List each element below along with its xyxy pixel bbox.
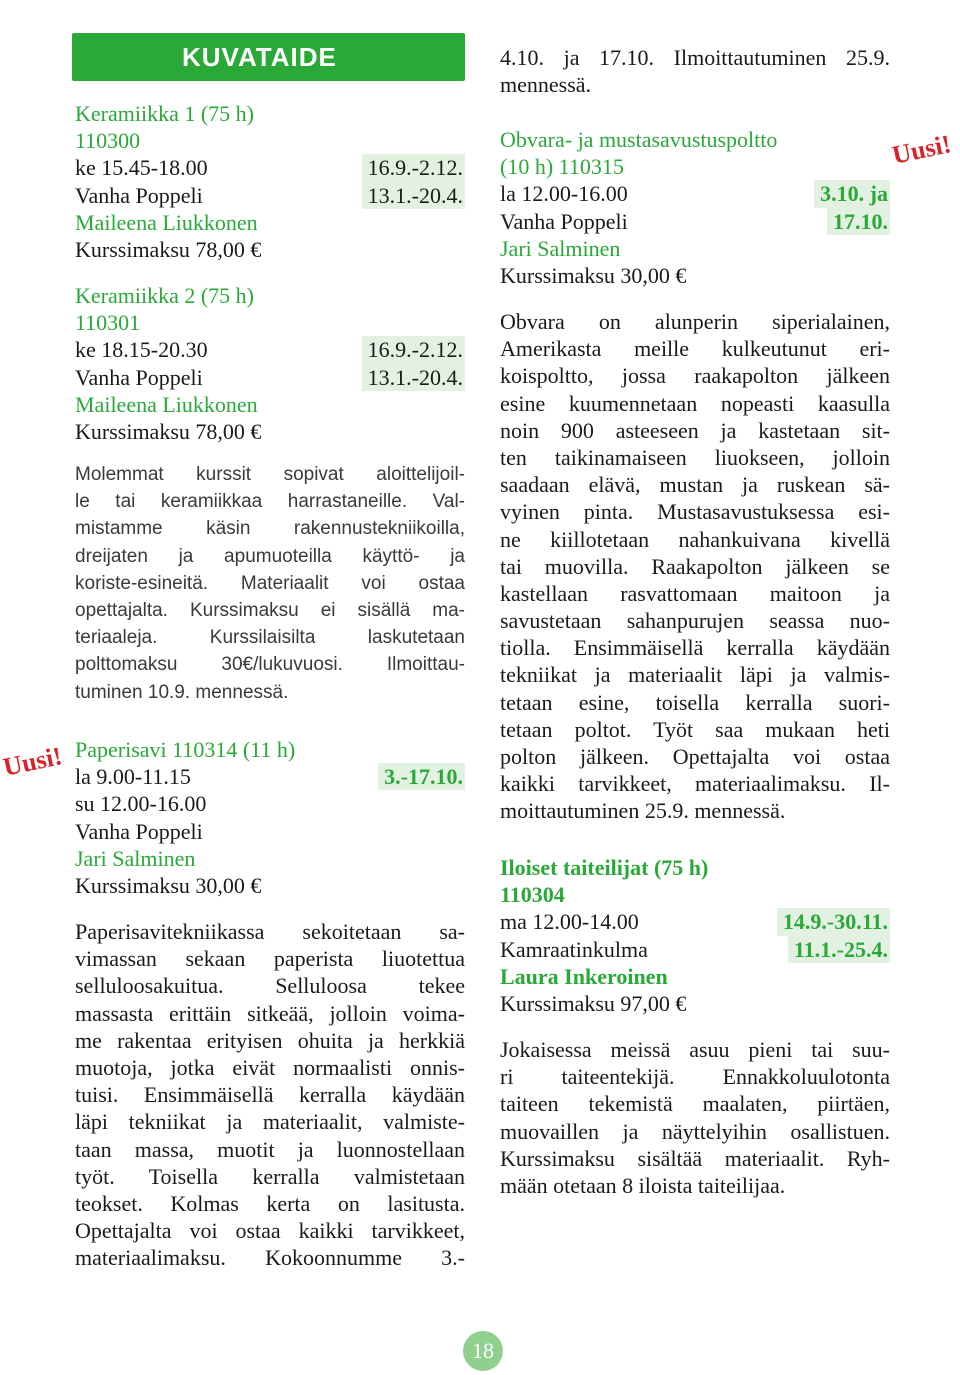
course-place: Vanha Poppeli: [500, 208, 628, 234]
course-teacher: Maileena Liukkonen: [75, 391, 258, 417]
course-fee: Kurssimaksu 30,00 €: [500, 262, 687, 288]
course-time-row: [75, 336, 465, 363]
course-title: Keramiikka 1 (75 h): [75, 101, 254, 126]
course-time-2: su 12.00-16.00: [75, 791, 207, 817]
course-dates-autumn: 16.9.-2.12.: [362, 336, 465, 363]
keramiikka-description: Molemmat kurssit sopivat aloittelijoil- le tai keramiikkaa harrastaneille. Val- mistamme käsin rakennustekniikoilla, dreijaten ja apumuoteilla käyttö- ja koriste-esineitä. Materiaalit voi ostaa opettajalta. Kurssimaksu ei sisällä ma- teriaaleja. Kurssilaisilta laskutetaan polttomaksu 30€/lukuvuosi. Ilmoittau- tuminen 10.9. mennessä.: [75, 464, 465, 703]
course-place-row: [75, 364, 465, 391]
course-teacher: Jari Salminen: [500, 235, 621, 261]
course-title: Obvara- ja mustasavustuspoltto: [500, 127, 778, 152]
obvara-description: Obvara on alunperin siperialainen, Amerikasta meille kulkeutunut eri- koispoltto, jossa raakapolton jälkeen esine kuumennetaan nopeasti kaasulla noin 900 asteeseen ja kastetaan sit- ten taikinamaiseen liuokseen, jolloin saadaan elävä, mustan ja ruskean sä- vyinen pinta. Mustasavustuksessa esi- ne kiillotetaan nahankuivana kivellä tai muovilla. Raakapolton jälkeen se kastellaan rasvattomaan maitoon ja savustetaan sahanpurujen seassa nuo- tiolla. Ensimmäisellä kerralla käydään tekniikat ja materiaalit läpi ja valmis- tetaan esine, toisella kerralla suori- tetaan poltot. Työt saa mukaan heti polton jälkeen. Opettajalta voi ostaa kaikki tarvikkeet, materiaalimaksu. Il- moittautuminen 25.9. mennessä.: [500, 309, 890, 824]
new-badge: Uusi!: [889, 129, 954, 170]
section-title: KUVATAIDE: [182, 42, 337, 72]
page-number: 18: [463, 1331, 503, 1371]
paperisavi-description: Paperisavitekniikassa sekoitetaan sa- vimassan sekaan paperista liuotettua selluloosakuitua. Selluloosa tekee massasta erittäin sitkeää, jolloin voima- me rakentaa erityisen ohuita ja herkkiä muotoja, jotka eivät normaalisti onnis- tuisi. Ensimmäisellä kerralla käydään läpi tekniikat ja materiaalit, valmiste- taan massa, muotit ja luonnostellaan työt. Toisella kerralla valmistetaan teokset. Kolmas kerta on lasitusta. Opettajalta voi ostaa kaikki tarvikkeet, materiaalimaksu. Kokoonnumme 3.-: [75, 919, 465, 1271]
course-title: Keramiikka 2 (75 h): [75, 283, 254, 308]
paperisavi-description-continued: 4.10. ja 17.10. Ilmoittautuminen 25.9. mennessä.: [500, 45, 890, 98]
course-teacher: Maileena Liukkonen: [75, 209, 258, 235]
course-iloiset-taiteilijat: [500, 854, 890, 1017]
course-dates-2: 17.10.: [827, 208, 890, 235]
course-fee: Kurssimaksu 78,00 €: [75, 418, 262, 444]
course-keramiikka-1: [75, 100, 465, 263]
course-obvara: [500, 126, 890, 289]
course-dates: 3.-17.10.: [378, 763, 465, 790]
new-badge: Uusi!: [0, 741, 65, 782]
course-time-row: [75, 763, 465, 790]
course-code: 110304: [500, 882, 565, 908]
course-dates-spring: 11.1.-25.4.: [788, 936, 890, 963]
course-title-2: (10 h) 110315: [500, 154, 624, 180]
course-dates-autumn: 16.9.-2.12.: [362, 154, 465, 181]
course-place: Vanha Poppeli: [75, 182, 203, 208]
course-time: la 9.00-11.15: [75, 764, 191, 790]
course-place-row: [500, 208, 890, 235]
course-time: la 12.00-16.00: [500, 181, 628, 207]
course-keramiikka-2: [75, 282, 465, 445]
course-place-row: [500, 936, 890, 963]
course-time: ke 18.15-20.30: [75, 337, 208, 363]
course-place: Kamraatinkulma: [500, 936, 648, 962]
iloiset-description: Jokaisessa meissä asuu pieni tai suu- ri taiteentekijä. Ennakkoluulotonta taiteen tekemistä maalaten, piirtäen, muovaillen ja näyttelyihin osallistuen. Kurssimaksu sisältää materiaalit. Ryh- mään otetaan 8 iloista taiteilijaa.: [500, 1037, 890, 1198]
course-code: 110301: [75, 310, 141, 336]
course-fee: Kurssimaksu 78,00 €: [75, 236, 262, 262]
course-dates-1: 3.10. ja: [814, 180, 890, 207]
course-dates-autumn: 14.9.-30.11.: [777, 908, 890, 935]
course-fee: Kurssimaksu 30,00 €: [75, 872, 262, 898]
course-place: Vanha Poppeli: [75, 818, 203, 844]
section-header: [72, 33, 465, 81]
course-time-row: [500, 180, 890, 207]
course-place: Vanha Poppeli: [75, 364, 203, 390]
course-teacher: Jari Salminen: [75, 845, 196, 871]
course-code: 110300: [75, 128, 141, 154]
course-title: Iloiset taiteilijat (75 h): [500, 855, 709, 880]
course-title: Paperisavi 110314 (11 h): [75, 737, 296, 762]
course-paperisavi: [75, 736, 465, 899]
course-dates-spring: 13.1.-20.4.: [362, 364, 465, 391]
course-place-row: [75, 182, 465, 209]
course-time-row: [75, 154, 465, 181]
course-time: ke 15.45-18.00: [75, 155, 208, 181]
course-teacher: Laura Inkeroinen: [500, 963, 668, 989]
course-dates-spring: 13.1.-20.4.: [362, 182, 465, 209]
course-time-row: [500, 908, 890, 935]
course-time: ma 12.00-14.00: [500, 909, 639, 935]
course-fee: Kurssimaksu 97,00 €: [500, 990, 687, 1016]
